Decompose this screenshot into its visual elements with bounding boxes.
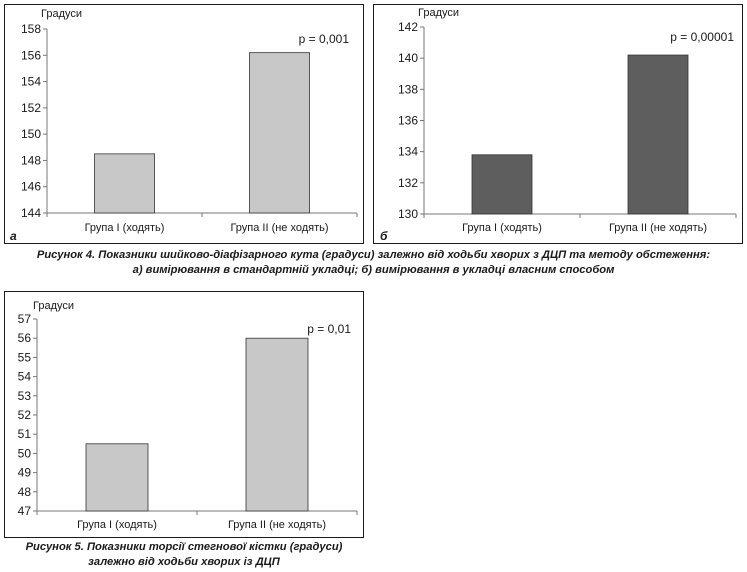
y-tick-label: 158: [20, 22, 41, 36]
y-tick-label: 55: [17, 350, 31, 365]
y-tick-label: 130: [397, 207, 418, 221]
y-tick-label: 142: [397, 20, 418, 34]
chart-panel-fig4b: [373, 4, 743, 244]
chart-fig4a-svg: [5, 5, 365, 245]
x-tick-label: Група I (ходять): [462, 222, 542, 234]
y-tick-label: 51: [17, 427, 31, 442]
y-tick-label: 52: [17, 408, 31, 422]
y-tick-label: 146: [20, 179, 41, 194]
y-tick-label: 53: [17, 388, 31, 403]
y-tick-label: 134: [397, 144, 418, 159]
y-tick-label: 150: [20, 127, 41, 142]
panel-label-b: б: [380, 229, 388, 243]
y-tick-label: 152: [20, 100, 41, 115]
y-tick-label: 136: [397, 113, 418, 128]
y-tick-label: 47: [17, 504, 31, 518]
y-tick-label: 57: [17, 312, 31, 326]
y-axis-label: Градуси: [418, 7, 460, 19]
x-tick-label: Група I (ходять): [84, 222, 165, 234]
y-axis-label: Градуси: [41, 8, 83, 20]
y-axis-label: Градуси: [33, 300, 75, 312]
figure4-caption-line2: а) вимірювання в стандартній укладці; б) вимірювання в укладці власним способом: [132, 264, 615, 276]
y-tick-label: 140: [397, 51, 418, 66]
y-tick-label: 54: [17, 369, 31, 384]
y-tick-label: 148: [20, 153, 41, 168]
p-value-annotation: p = 0,00001: [670, 30, 734, 44]
chart-fig5-svg: [5, 292, 365, 539]
y-tick-label: 154: [20, 74, 41, 89]
x-tick-label: Група II (не ходять): [608, 222, 708, 234]
bar-1: [95, 154, 155, 213]
p-value-annotation: p = 0,001: [298, 32, 349, 46]
y-tick-label: 156: [20, 48, 41, 63]
y-tick-label: 48: [17, 484, 31, 499]
figure4-caption: [0, 248, 747, 278]
figure5-caption: [4, 540, 364, 570]
bar-1: [86, 444, 148, 511]
figure5-caption-line1: Рисунок 5. Показники торсії стегнової кістки (градуси): [25, 541, 343, 553]
y-tick-label: 49: [17, 465, 31, 480]
bar-2: [250, 53, 310, 213]
x-tick-label: Група II (не ходять): [230, 222, 329, 234]
y-tick-label: 138: [397, 82, 418, 97]
y-tick-label: 144: [20, 206, 41, 220]
y-tick-label: 132: [397, 175, 418, 190]
x-tick-label: Група I (ходять): [77, 519, 157, 531]
y-tick-label: 50: [17, 446, 31, 461]
figure5-caption-line2: залежно від ходьби хворих із ДЦП: [88, 556, 280, 568]
p-value-annotation: p = 0,01: [307, 322, 351, 336]
figure4-caption-line1: Рисунок 4. Показники шийково-діафізарного кута (градуси) залежно від ходьби хворих з ДЦП та методу обстеження:: [36, 249, 711, 261]
bar-2: [246, 338, 308, 511]
chart-fig4b-svg: [374, 5, 744, 245]
bar-1: [472, 155, 532, 214]
chart-panel-fig5: [4, 291, 364, 538]
bar-2: [628, 55, 688, 214]
x-tick-label: Група II (не ходять): [227, 519, 327, 531]
chart-panel-fig4a: [4, 4, 364, 244]
y-tick-label: 56: [17, 331, 31, 346]
panel-label-a: а: [10, 229, 17, 243]
